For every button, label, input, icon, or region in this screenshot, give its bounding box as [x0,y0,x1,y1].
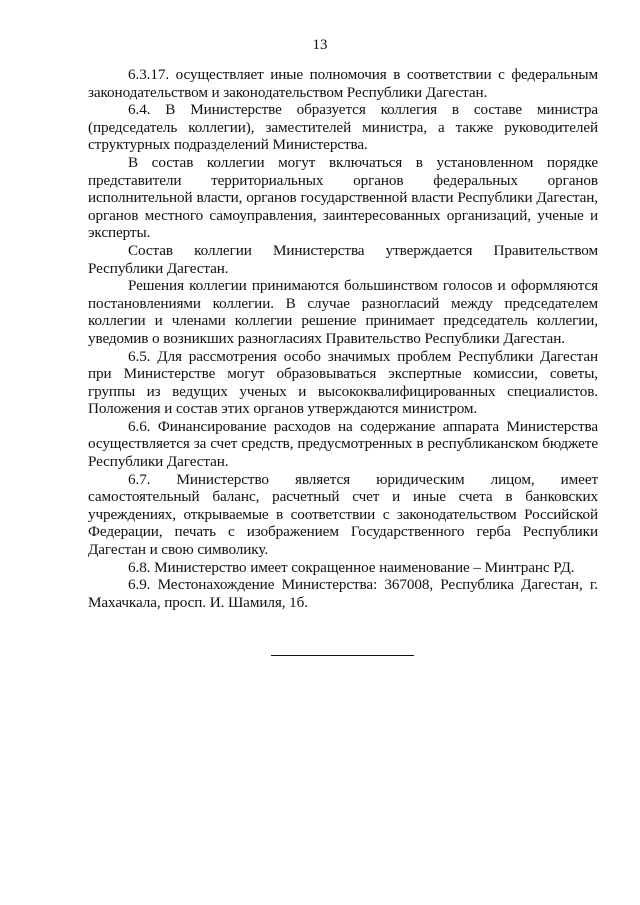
paragraph-collegium-decisions: Решения коллегии принимаются большинством голосов и оформляются постановлениями коллегии. В случае разногласий между председателем коллегии и членами коллегии решение принимает председатель коллегии, уведомив о возникших разногласиях Правительство Республики Дагестан. [88,277,598,347]
page-number: 13 [312,37,328,53]
paragraph-6-3-17: 6.3.17. осуществляет иные полномочия в соответствии с федеральным законодательством и законодательством Республики Дагестан. [88,66,598,101]
paragraph-6-6: 6.6. Финансирование расходов на содержание аппарата Министерства осуществляется за счет средств, предусмотренных в республиканском бюджете Республики Дагестан. [88,417,598,471]
paragraph-collegium-members: В состав коллегии могут включаться в установленном порядке представители территориальных органов федеральных органов исполнительной власти, органов государственной власти Республики Дагестан, органов местного самоуправления, заинтересованных организаций, ученые и эксперты. [88,153,598,242]
paragraph-6-5: 6.5. Для рассмотрения особо значимых проблем Республики Дагестан при Министерстве могут образовываться экспертные комиссии, советы, группы из ведущих ученых и высококвалифицированных специалистов. Положения и состав этих органов утверждаются министром. [88,347,598,418]
paragraph-collegium-approval: Состав коллегии Министерства утверждается Правительством Республики Дагестан. [88,241,598,277]
paragraph-6-9: 6.9. Местонахождение Министерства: 367008, Республика Дагестан, г. Махачкала, просп. И. Шамиля, 1б. [88,576,598,611]
paragraph-6-4: 6.4. В Министерстве образуется коллегия в составе министра (председатель коллегии), заместителей министра, а также руководителей структурных подразделений Министерства. [88,101,598,154]
paragraph-6-8: 6.8. Министерство имеет сокращенное наименование – Минтранс РД. [128,558,575,576]
document-body [88,66,598,611]
closing-rule [271,655,414,656]
paragraph-6-7: 6.7. Министерство является юридическим лицом, имеет самостоятельный баланс, расчетный счет и иные счета в банковских учреждениях, открываемые в соответствии с законодательством Российской Федерации, печать с изображением Государственного герба Республики Дагестан и свою символику. [88,470,598,559]
